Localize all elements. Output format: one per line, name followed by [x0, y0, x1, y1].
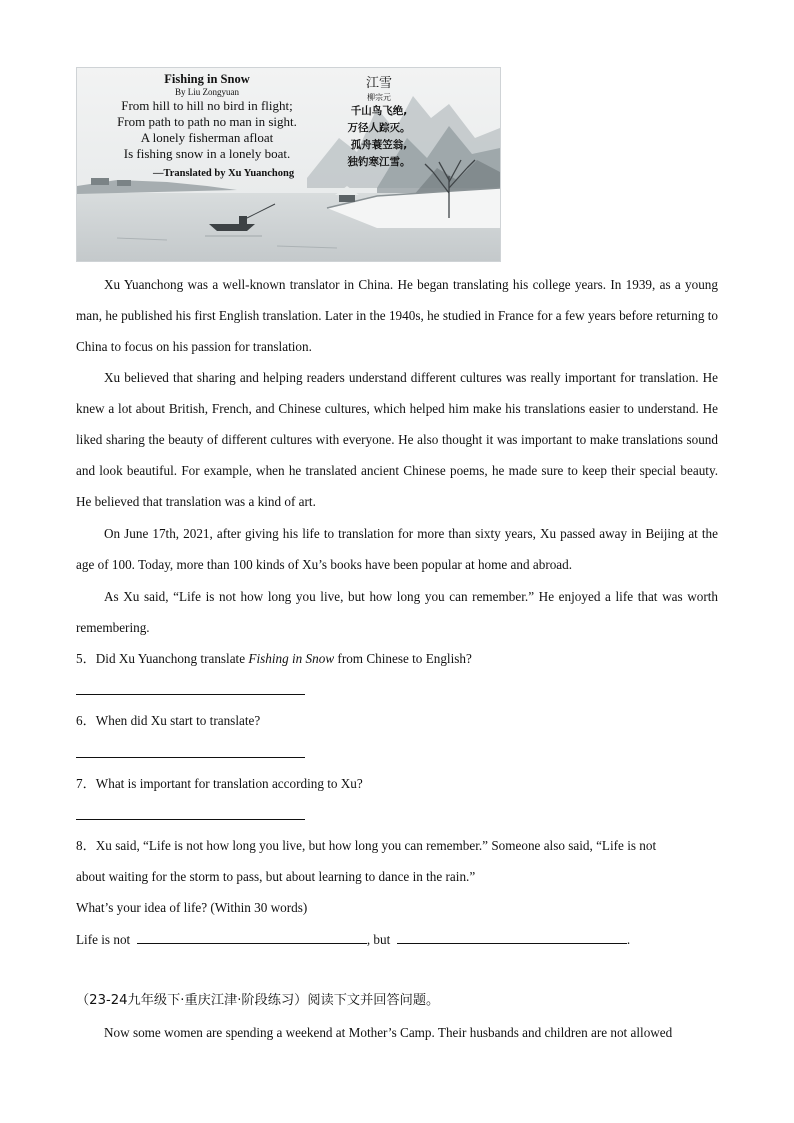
answer-line-6[interactable] — [76, 757, 305, 758]
chinese-poem — [339, 76, 419, 171]
translator-credit: —Translated by Xu Yuanchong — [153, 168, 295, 179]
next-section-heading: （23-24九年级下·重庆江津·阶段练习）阅读下文并回答问题。 — [76, 993, 440, 1008]
question-8-answer-row — [76, 924, 718, 955]
question-8-line-2: about waiting for the storm to pass, but about learning to dance in the rain.” — [76, 869, 476, 884]
chinese-poem-line: 独钓寒江雪。 — [347, 156, 411, 168]
english-poem-title: Fishing in Snow — [164, 72, 250, 86]
answer-prefix: Life is not — [76, 932, 131, 947]
passage-paragraph-3: On June 17th, 2021, after giving his life to translation for more than sixty years, Xu passed away in Beijing at the age of 100. Today, more than 100 kinds of Xu’s books have been popular at home and abroad. — [76, 526, 718, 572]
passage-paragraph-2: Xu believed that sharing and helping readers understand different cultures was really important for translation. He knew a lot about British, French, and Chinese cultures, which helped him make his translations easier to understand. He liked sharing the beauty of different cultures with everyone. He also thought it was important to make translations sound and look beautiful. For example, when he translated ancient Chinese poems, he made sure to keep their special beauty. He believed that translation was a kind of art. — [76, 370, 718, 509]
answer-blank-1[interactable] — [137, 931, 367, 944]
answer-line-7[interactable] — [76, 819, 305, 820]
passage-paragraph-4: As Xu said, “Life is not how long you live, but how long you can remember.” He enjoyed a life that was worth remembering. — [76, 589, 718, 635]
question-6: 6．When did Xu start to translate? — [76, 713, 261, 728]
question-8-line-1: 8．Xu said, “Life is not how long you live, but how long you can remember.” Someone also said, “Life is not — [76, 838, 657, 853]
poem-line: From hill to hill no bird in flight; — [121, 98, 293, 113]
question-5-text: 5．Did Xu Yuanchong translate — [76, 651, 249, 666]
chinese-poem-line: 万径人踪灭。 — [347, 122, 411, 134]
answer-connector: , but — [366, 932, 391, 947]
english-poem — [77, 72, 337, 162]
question-7: 7．What is important for translation according to Xu? — [76, 776, 363, 791]
passage-paragraph-1: Xu Yuanchong was a well-known translator in China. He began translating his college years. In 1939, as a young man, he published his first English translation. Later in the 1940s, he studied in France for a few years before returning to China to focus on his passion for translation. — [76, 277, 718, 354]
poem-line: Is fishing snow in a lonely boat. — [123, 146, 291, 161]
chinese-poem-line: 孤舟蓑笠翁, — [350, 139, 408, 151]
answer-line-5[interactable] — [76, 694, 305, 695]
poem-line: From path to path no man in sight. — [117, 114, 297, 129]
chinese-poem-title: 江雪 — [365, 76, 392, 91]
question-8-line-3: What’s your idea of life? (Within 30 words) — [76, 900, 308, 915]
question-5-text-end: from Chinese to English? — [334, 651, 472, 666]
question-5 — [76, 643, 718, 674]
poem-title-italic: Fishing in Snow — [248, 651, 335, 666]
english-poem-author: By Liu Zongyuan — [175, 87, 239, 97]
chinese-poem-line: 千山鸟飞绝, — [350, 105, 408, 117]
poem-illustration — [76, 67, 501, 262]
answer-period: . — [626, 932, 631, 947]
next-passage-first-line: Now some women are spending a weekend at Mother’s Camp. Their husbands and children are not allowed — [104, 1025, 673, 1040]
answer-blank-2[interactable] — [397, 931, 627, 944]
chinese-poem-author: 柳宗元 — [367, 93, 391, 102]
poem-line: A lonely fisherman afloat — [140, 130, 274, 145]
